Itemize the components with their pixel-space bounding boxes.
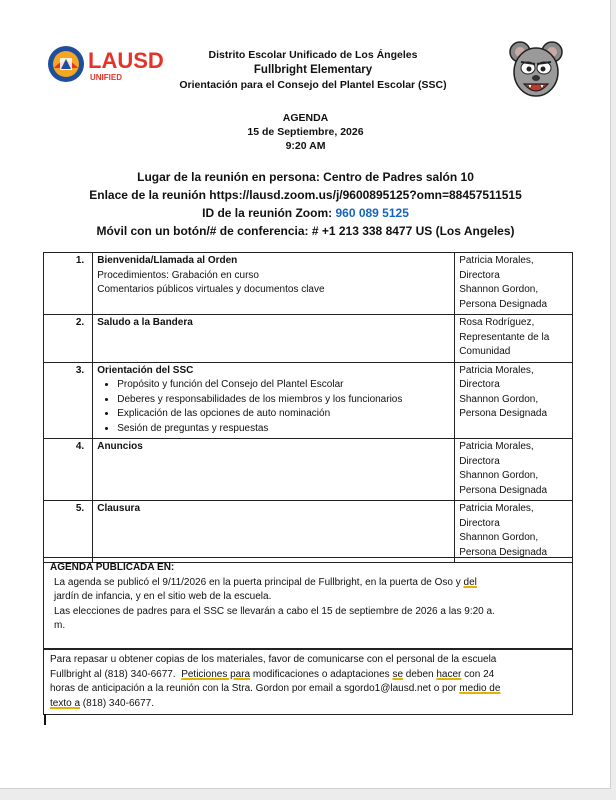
table-row xyxy=(44,501,573,563)
item-title: Orientación del SSC xyxy=(97,364,194,376)
zoom-id-line xyxy=(0,204,611,222)
responsible-line: Shannon Gordon, xyxy=(459,284,539,295)
published-line: m. xyxy=(54,620,66,631)
responsible-line: Directora xyxy=(459,455,500,467)
responsible-line: Persona Designada xyxy=(459,484,548,496)
table-row xyxy=(44,253,573,315)
published-line xyxy=(54,576,566,591)
published-text xyxy=(50,576,566,634)
item-title: Clausura xyxy=(97,503,141,514)
location-line: Lugar de la reunión en persona: Centro de Padres salón 10 xyxy=(137,170,474,184)
item-responsible xyxy=(455,253,573,315)
contact-section xyxy=(43,649,573,715)
responsible-line: Comunidad xyxy=(459,346,511,357)
responsible-line: Patricia Morales, xyxy=(459,364,534,376)
agenda-heading xyxy=(0,111,611,153)
item-number: 1. xyxy=(44,253,93,315)
agenda-title: AGENDA xyxy=(282,112,329,124)
agenda-table xyxy=(43,252,573,563)
responsible-line: Persona Designada xyxy=(459,546,548,558)
bullet-item: • Explicación de las opciones de auto nominación xyxy=(117,407,450,422)
text-cursor xyxy=(44,714,46,725)
table-row xyxy=(44,362,573,439)
table-row xyxy=(44,315,573,363)
published-line: Las elecciones de padres para el SSC se llevarán a cabo el 15 de septiembre de 2026 a las 9:20 a. xyxy=(54,605,495,617)
meeting-date: 15 de Septiembre, 2026 xyxy=(247,126,364,138)
responsible-line: Patricia Morales, xyxy=(459,503,534,514)
item-title: Saludo a la Bandera xyxy=(97,317,193,328)
item-number: 4. xyxy=(44,439,93,501)
published-line-text: La agenda se publicó el 9/11/2026 en la puerta principal de Fullbright, en la puerta de Oso y xyxy=(54,576,464,588)
meeting-info xyxy=(0,168,611,240)
zoom-id-label: ID de la reunión Zoom: xyxy=(202,206,336,220)
logo-text: LAUSD xyxy=(88,48,164,73)
responsible-line: Patricia Morales, xyxy=(459,441,534,452)
item-responsible xyxy=(455,501,573,563)
bullet-item: • Deberes y responsabilidades de los miembros y los funcionarios xyxy=(117,393,450,408)
item-topic xyxy=(93,362,455,439)
responsible-line: Shannon Gordon, xyxy=(459,532,539,543)
contact-line: Fullbright al (818) 340-6677. Peticiones para modificaciones o adaptaciones se deben hacer con 24 xyxy=(50,668,495,680)
meeting-time: 9:20 AM xyxy=(285,140,326,152)
item-responsible xyxy=(455,315,573,363)
item-topic xyxy=(93,253,455,315)
item-title: Bienvenida/Llamada al Orden xyxy=(97,255,238,266)
contact-line: texto a (818) 340-6677. xyxy=(50,697,154,709)
responsible-line: Shannon Gordon, xyxy=(459,393,539,405)
contact-line: Para repasar u obtener copias de los materiales, favor de comunicarse con el personal de la escuela xyxy=(50,654,497,665)
school-name: Fullbright Elementary xyxy=(253,64,373,76)
panther-mascot-image xyxy=(508,40,564,102)
responsible-line: Directora xyxy=(459,379,500,390)
item-responsible xyxy=(455,439,573,501)
mobile-line: Móvil con un botón/# de conferencia: # +1 213 338 8477 US (Los Angeles) xyxy=(96,224,515,238)
contact-line: horas de anticipación a la reunión con la Stra. Gordon por email a sgordo1@lausd.net o por medio de xyxy=(50,683,501,694)
logo-subtext: UNIFIED xyxy=(90,73,122,82)
responsible-line: Persona Designada xyxy=(459,408,548,419)
published-line-underlined: del xyxy=(463,576,477,588)
district-name: Distrito Escolar Unificado de Los Ángeles xyxy=(208,49,418,61)
responsible-line: Directora xyxy=(459,269,500,281)
item-number: 5. xyxy=(44,501,93,563)
item-bullets xyxy=(97,378,450,436)
published-title: AGENDA PUBLICADA EN: xyxy=(50,562,175,573)
item-line: Procedimientos: Grabación en curso xyxy=(97,269,259,281)
header xyxy=(150,48,476,93)
item-topic xyxy=(93,501,455,563)
published-section xyxy=(43,557,573,649)
item-title: Anuncios xyxy=(97,441,143,452)
item-topic xyxy=(93,315,455,363)
meeting-name: Orientación para el Consejo del Plantel Escolar (SSC) xyxy=(179,79,447,91)
responsible-line: Rosa Rodríguez, xyxy=(459,317,535,328)
item-number: 2. xyxy=(44,315,93,363)
item-number: 3. xyxy=(44,362,93,439)
table-row xyxy=(44,439,573,501)
responsible-line: Patricia Morales, xyxy=(459,255,534,266)
responsible-line: Directora xyxy=(459,517,500,529)
responsible-line: Shannon Gordon, xyxy=(459,470,539,481)
bullet-item: • Propósito y función del Consejo del Plantel Escolar xyxy=(117,378,450,393)
zoom-link-line[interactable]: Enlace de la reunión https://lausd.zoom.us/j/9600895125?omn=88457511515 xyxy=(89,188,522,202)
published-line: jardín de infancia, y en el sitio web de la escuela. xyxy=(54,591,272,602)
bullet-item: • Sesión de preguntas y respuestas xyxy=(117,422,450,437)
responsible-line: Representante de la xyxy=(459,331,550,343)
responsible-line: Persona Designada xyxy=(459,298,548,310)
item-topic xyxy=(93,439,455,501)
zoom-id-value[interactable]: 960 089 5125 xyxy=(335,206,409,220)
item-responsible xyxy=(455,362,573,439)
item-line: Comentarios públicos virtuales y documentos clave xyxy=(97,284,325,295)
